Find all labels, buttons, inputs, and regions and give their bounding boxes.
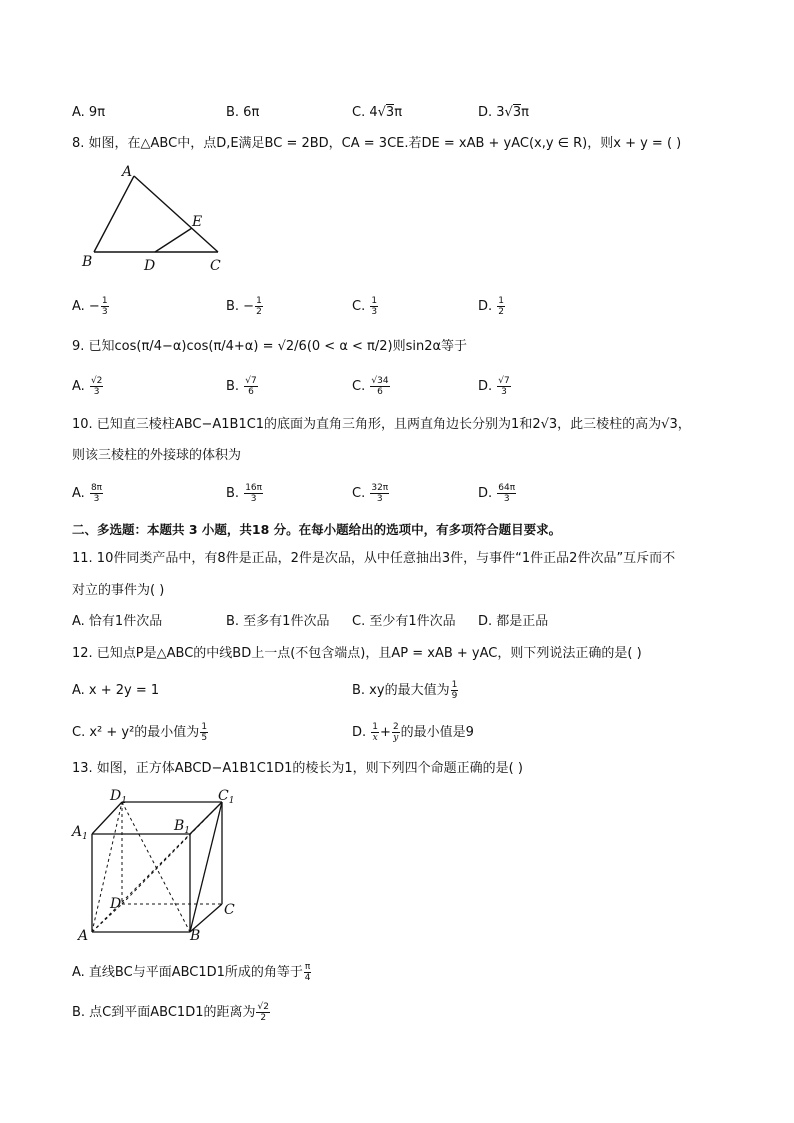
q8-option-d: D. $\frac{1}{2}$ [478, 296, 505, 317]
q8-option-a: A. − $\frac{1}{3}$ [72, 296, 108, 317]
q11-option-b: B. 至多有1件次品 [226, 614, 330, 629]
q8-label-b: B [82, 254, 93, 270]
q8-label-d: D [144, 258, 156, 274]
q7-option-c: C. 4√3π [352, 105, 403, 120]
q10-option-b: B. $\frac{16\pi}{3}$ [226, 483, 263, 504]
q10-option-d: D. $\frac{64\pi}{3}$ [478, 483, 516, 504]
q8-label-c: C [210, 258, 221, 274]
q9-option-c: C. $\frac{√34}{6}$ [352, 376, 389, 397]
q12-option-b: B. xy的最大值为 $\frac{1}{9}$ [352, 680, 458, 701]
q11-option-a: A. 恰有1件次品 [72, 614, 163, 629]
q10-stem-line2: 则该三棱柱的外接球的体积为 [72, 448, 242, 463]
q13-label-a: A [78, 928, 89, 944]
q13-label-a1: $A_1$ [72, 824, 88, 842]
q8-option-b: B. − $\frac{1}{2}$ [226, 296, 262, 317]
q13-option-b: B. 点C到平面ABC1D1的距离为 $\frac{√2}{2}$ [72, 1002, 269, 1023]
q9-option-b: B. $\frac{√7}{6}$ [226, 376, 257, 397]
q13-cube-figure [70, 786, 250, 946]
q12-option-d: D. $\frac{1}{x}$ + $\frac{2}{y}$ 的最小值是9 [352, 722, 474, 743]
q9-option-d: D. $\frac{√7}{3}$ [478, 376, 510, 397]
section-heading-multi-choice: 二、多选题：本题共 3 小题，共18 分。在每小题给出的选项中，有多项符合题目要求。 [72, 522, 562, 537]
q10-stem-line1: 10. 已知直三棱柱ABC−A1B1C1的底面为直角三角形，且两直角边长分别为1和2√3，此三棱柱的高为√3， [72, 417, 691, 432]
q8-label-e: E [192, 214, 203, 230]
q10-option-a: A. $\frac{8\pi}{3}$ [72, 483, 103, 504]
q13-label-c1: $C_1$ [218, 788, 235, 806]
q13-label-d: D [110, 896, 122, 912]
q11-stem-line1: 11. 10件同类产品中，有8件是正品，2件是次品，从中任意抽出3件，与事件“1件正品2件次品”互斥而不 [72, 551, 676, 566]
q9-option-a: A. $\frac{√2}{3}$ [72, 376, 103, 397]
q10-option-c: C. $\frac{32\pi}{3}$ [352, 483, 389, 504]
q12-stem: 12. 已知点P是△ABC的中线BD上一点(不包含端点)，且AP = xAB + yAC，则下列说法正确的是( ) [72, 646, 642, 661]
q13-stem: 13. 如图，正方体ABCD−A1B1C1D1的棱长为1，则下列四个命题正确的是( ) [72, 761, 523, 776]
q8-triangle-figure [80, 162, 240, 274]
q8-option-c: C. $\frac{1}{3}$ [352, 296, 378, 317]
q13-label-c: C [224, 902, 235, 918]
q9-stem: 9. 已知cos(π/4−α)cos(π/4+α) = √2/6(0 < α < π/2)则sin2α等于 [72, 339, 468, 354]
q11-option-c: C. 至少有1件次品 [352, 614, 456, 629]
q13-option-a: A. 直线BC与平面ABC1D1所成的角等于 $\frac{\pi}{4}$ [72, 962, 311, 983]
q8-label-a: A [122, 164, 133, 180]
q11-stem-line2: 对立的事件为( ) [72, 583, 165, 598]
q11-option-d: D. 都是正品 [478, 614, 549, 629]
q7-option-b: B. 6π [226, 105, 260, 120]
q7-option-d: D. 3√3π [478, 105, 529, 120]
q12-option-c: C. x² + y²的最小值为 $\frac{1}{5}$ [72, 722, 208, 743]
q12-option-a: A. x + 2y = 1 [72, 683, 160, 698]
q13-label-b: B [190, 928, 201, 944]
q13-label-d1: $D_1$ [110, 788, 127, 806]
q7-option-a: A. 9π [72, 105, 106, 120]
q8-stem: 8. 如图，在△ABC中，点D,E满足BC = 2BD，CA = 3CE.若DE = xAB + yAC(x,y ∈ R)，则x + y = ( ) [72, 136, 682, 151]
q13-label-b1: $B_1$ [174, 818, 191, 836]
